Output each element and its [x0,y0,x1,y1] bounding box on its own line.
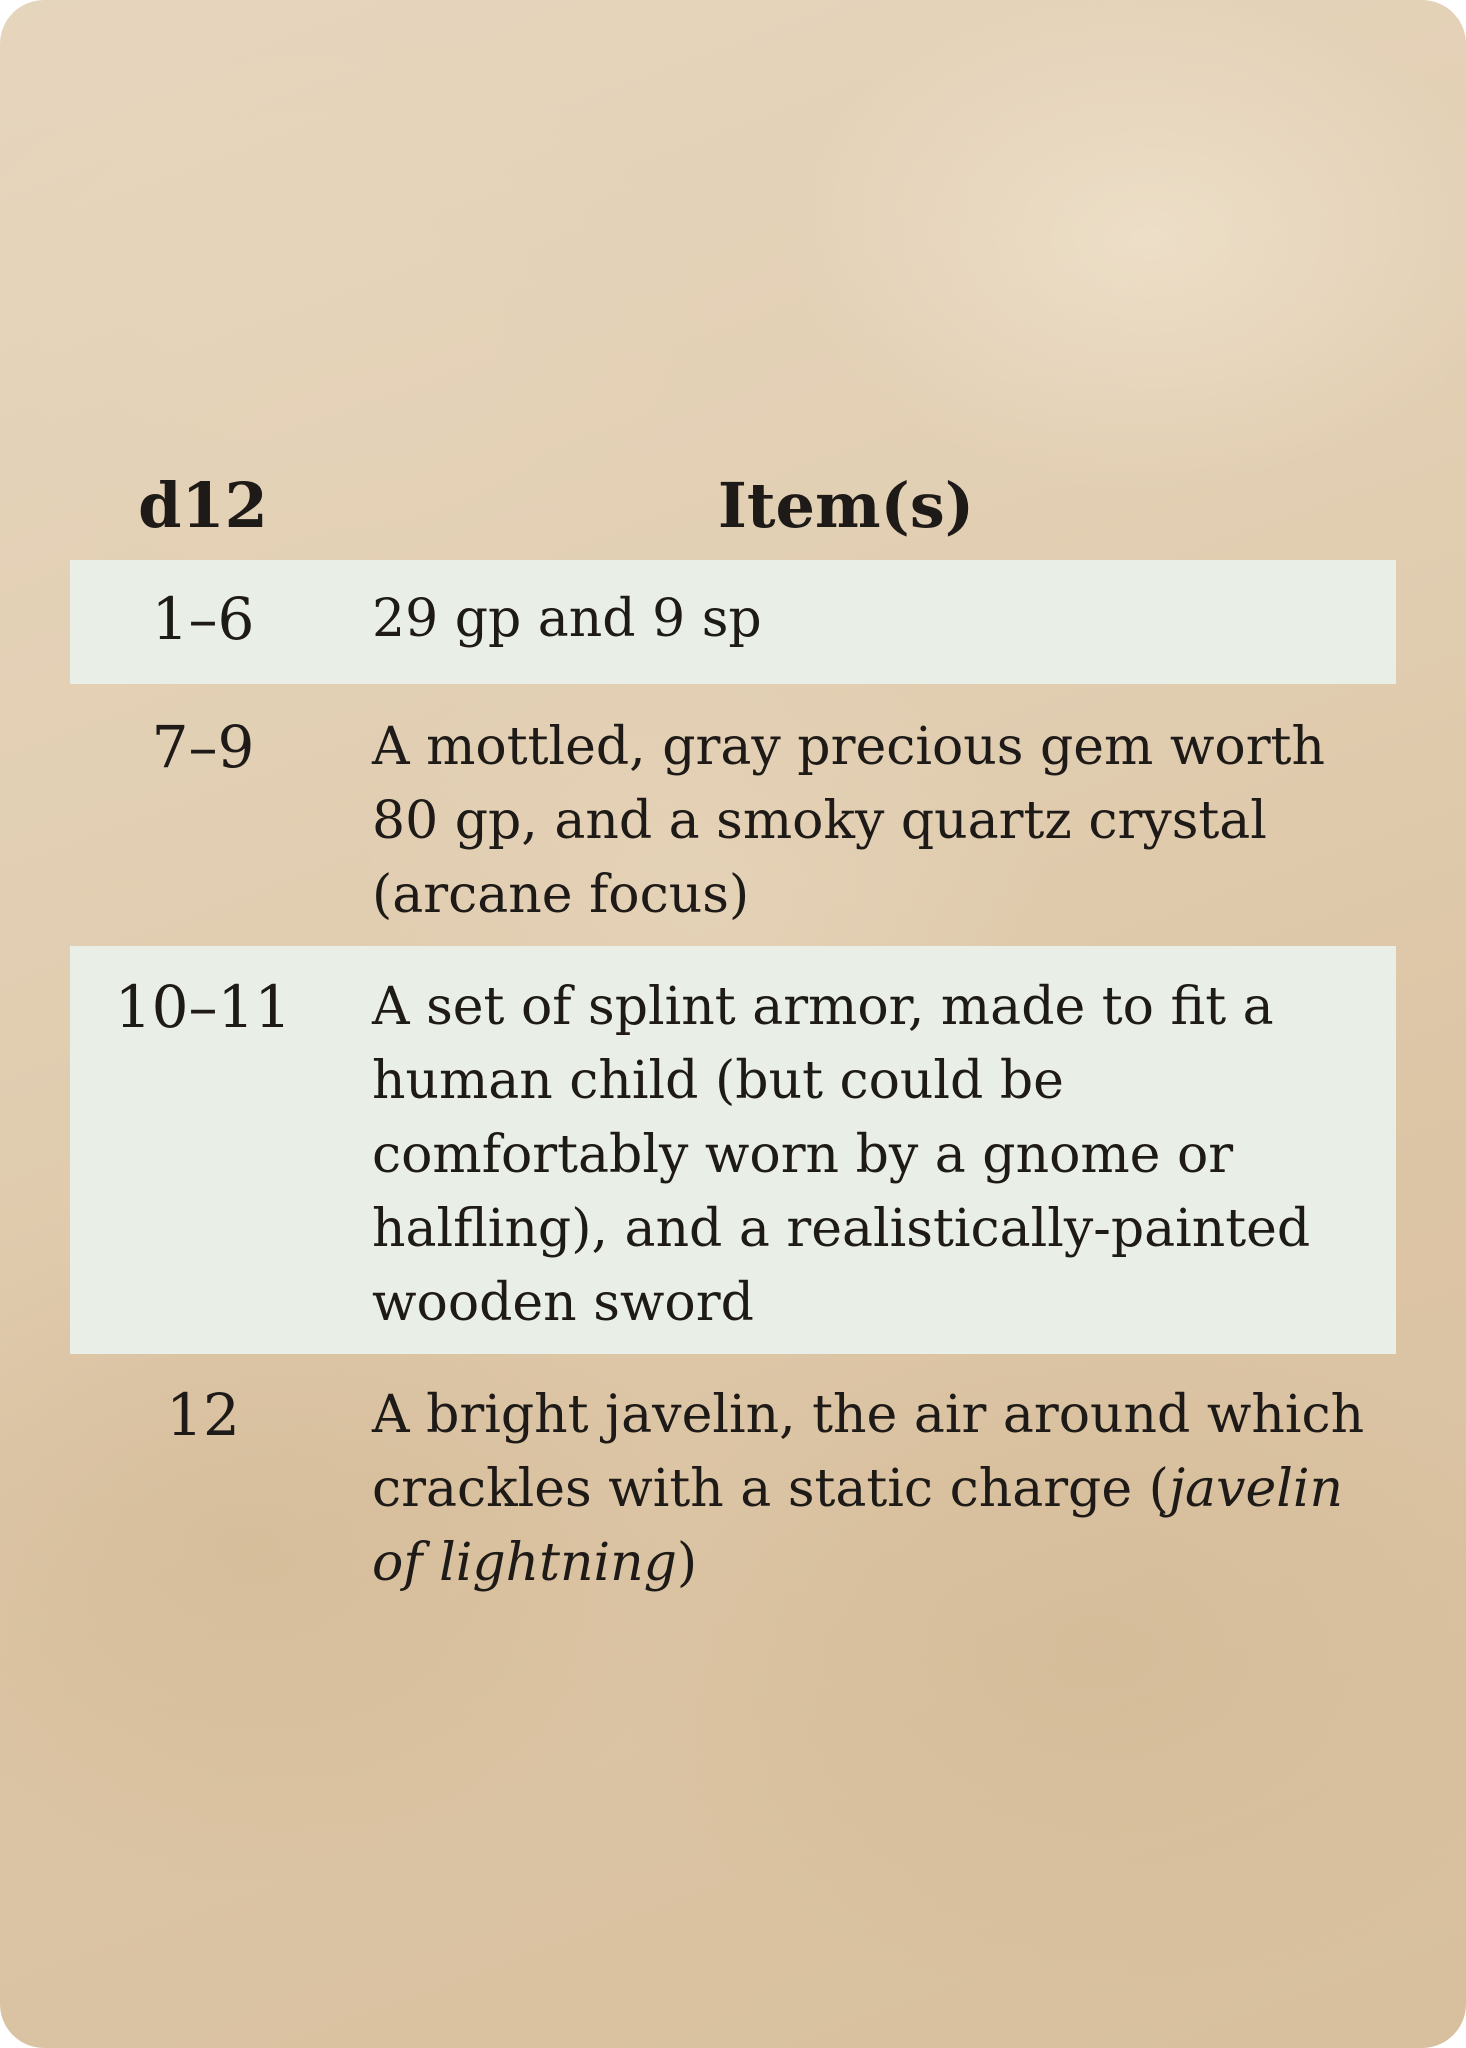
item-description: A set of splint armor, made to fit a human child (but could be comfortably worn by a gnome or halfling), and a realistically-painted wooden sword [372,977,1311,1333]
roll-range: 12 [166,1381,240,1449]
item-description: 29 gp and 9 sp [372,589,762,649]
roll-range: 7–9 [151,713,255,781]
header-items: Item(s) [717,468,975,542]
item-description [336,1354,1396,1600]
item-text-end: ) [676,1533,698,1593]
roll-range: 10–11 [114,973,292,1041]
item-description: A mottled, gray precious gem worth 80 gp, and a smoky quartz crystal (arcane focus) [372,717,1325,925]
table-row [70,946,1396,1354]
roll-range: 1–6 [151,585,255,653]
table-header [70,450,1396,560]
loot-table [70,450,1396,1624]
magic-item-name: javelin of lightning [372,1459,1343,1593]
table-row [70,560,1396,684]
table-row [70,1354,1396,1624]
header-roll: d12 [138,468,268,542]
table-row [70,684,1396,946]
item-text: A bright javelin, the air around which crackles with a static charge ( [372,1385,1365,1519]
